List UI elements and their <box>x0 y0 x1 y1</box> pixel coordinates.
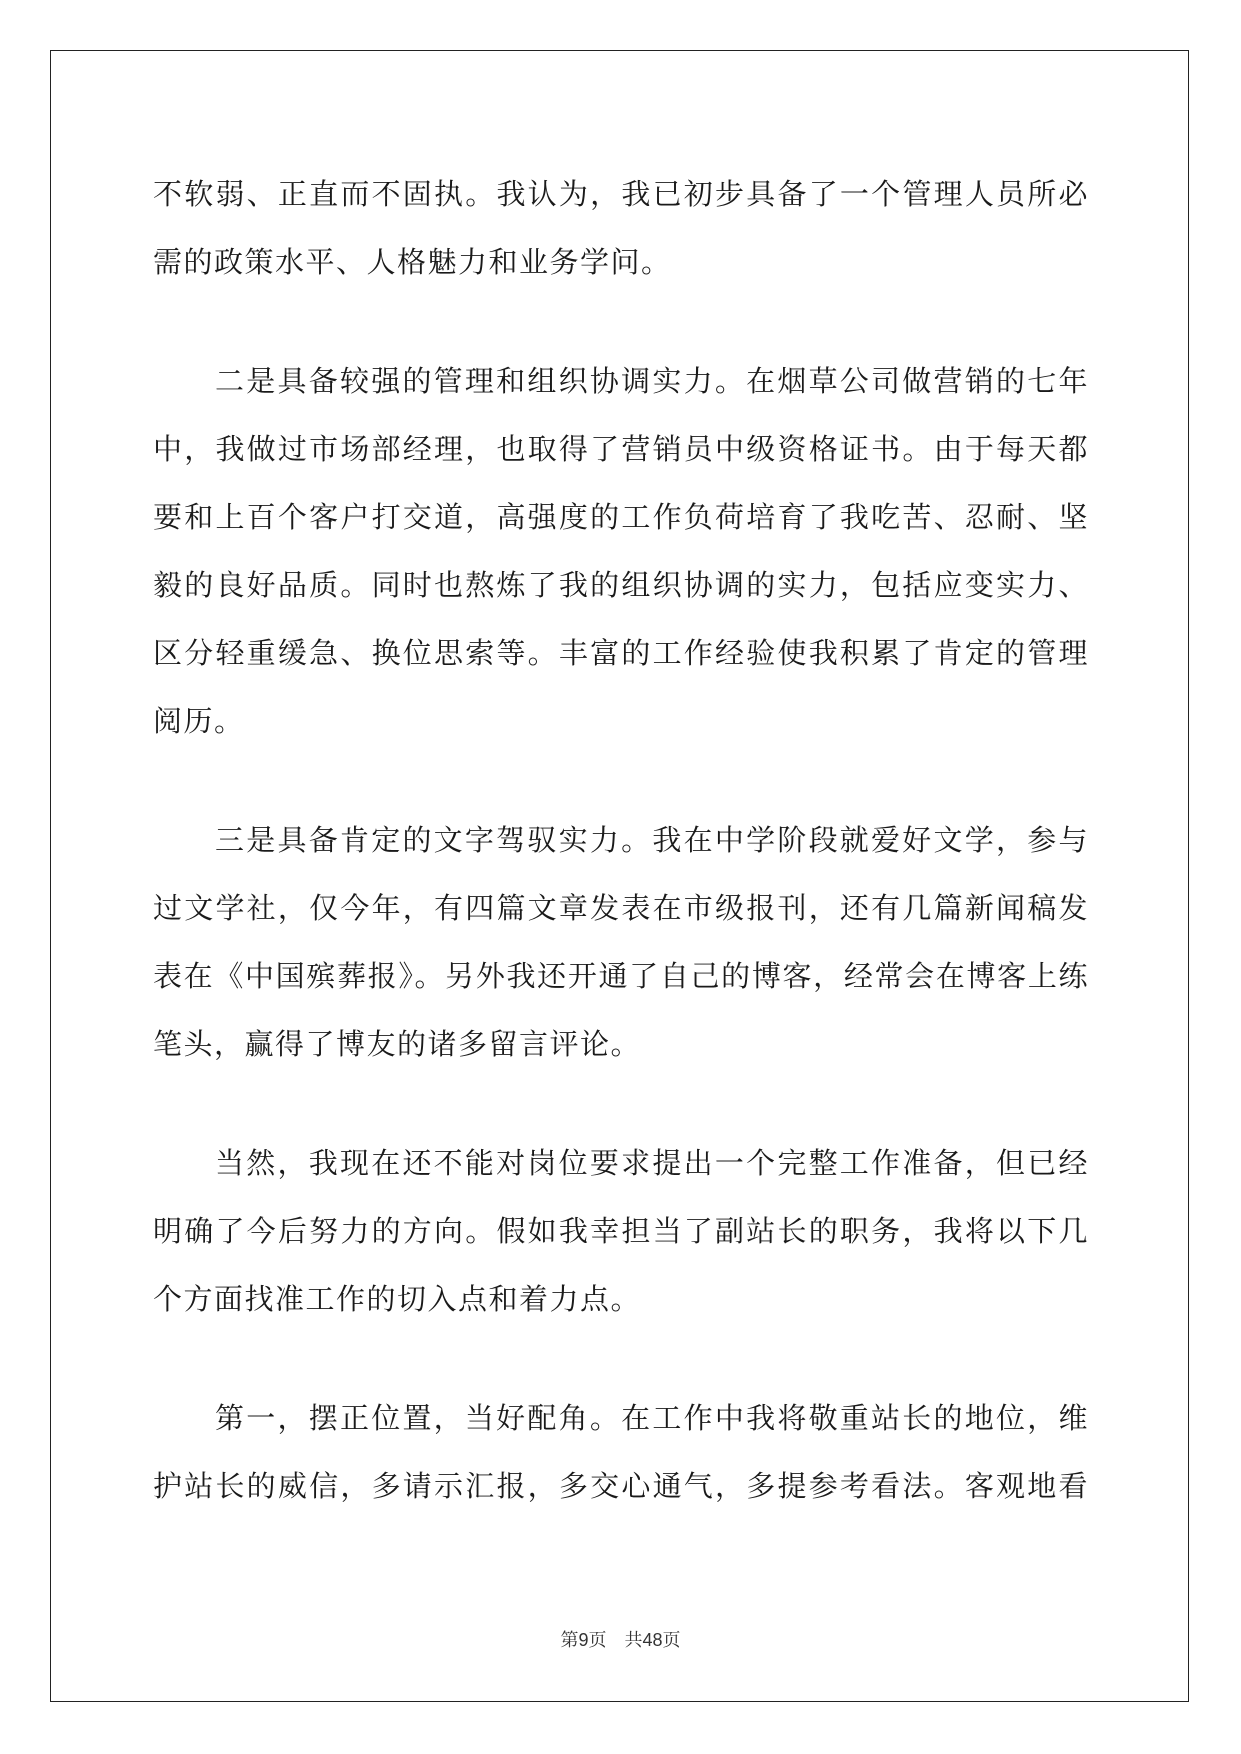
text-line: 当然，我现在还不能对岗位要求提出一个完整工作准备，但已经 <box>215 1146 1089 1180</box>
text-line: 二是具备较强的管理和组织协调实力。在烟草公司做营销的七年 <box>215 364 1089 398</box>
total-pages: 48 <box>642 1630 663 1650</box>
text-line: 护站长的威信，多请示汇报，多交心通气，多提参考看法。客观地看 <box>153 1469 1089 1503</box>
page-mid: 页 共 <box>588 1630 643 1651</box>
text-line: 三是具备肯定的文字驾驭实力。我在中学阶段就爱好文学，参与 <box>215 823 1089 857</box>
text-line: 区分轻重缓急、换位思索等。丰富的工作经验使我积累了肯定的管理 <box>153 636 1089 670</box>
text-line: 需的政策水平、人格魅力和业务学问。 <box>153 245 672 279</box>
text-line: 不软弱、正直而不固执。我认为，我已初步具备了一个管理人员所必 <box>153 177 1089 211</box>
text-line: 笔头，赢得了博友的诸多留言评论。 <box>153 1027 642 1061</box>
document-body <box>153 160 1089 1520</box>
page-suffix: 页 <box>662 1630 681 1651</box>
page-footer <box>0 1626 1241 1652</box>
text-line: 表在《中国殡葬报》。另外我还开通了自己的博客，经常会在博客上练 <box>153 959 1089 993</box>
text-line: 过文学社，仅今年，有四篇文章发表在市级报刊，还有几篇新闻稿发 <box>153 891 1089 925</box>
text-line: 中，我做过市场部经理，也取得了营销员中级资格证书。由于每天都 <box>153 432 1089 466</box>
text-line: 阅历。 <box>153 704 245 738</box>
page-prefix: 第 <box>560 1630 579 1651</box>
text-line: 个方面找准工作的切入点和着力点。 <box>153 1282 642 1316</box>
text-line: 要和上百个客户打交道，高强度的工作负荷培育了我吃苦、忍耐、坚 <box>153 500 1089 534</box>
text-line: 明确了今后努力的方向。假如我幸担当了副站长的职务，我将以下几 <box>153 1214 1089 1248</box>
page-number: 9 <box>578 1630 589 1650</box>
text-line: 第一，摆正位置，当好配角。在工作中我将敬重站长的地位，维 <box>215 1401 1089 1435</box>
text-line: 毅的良好品质。同时也熬炼了我的组织协调的实力，包括应变实力、 <box>153 568 1089 602</box>
